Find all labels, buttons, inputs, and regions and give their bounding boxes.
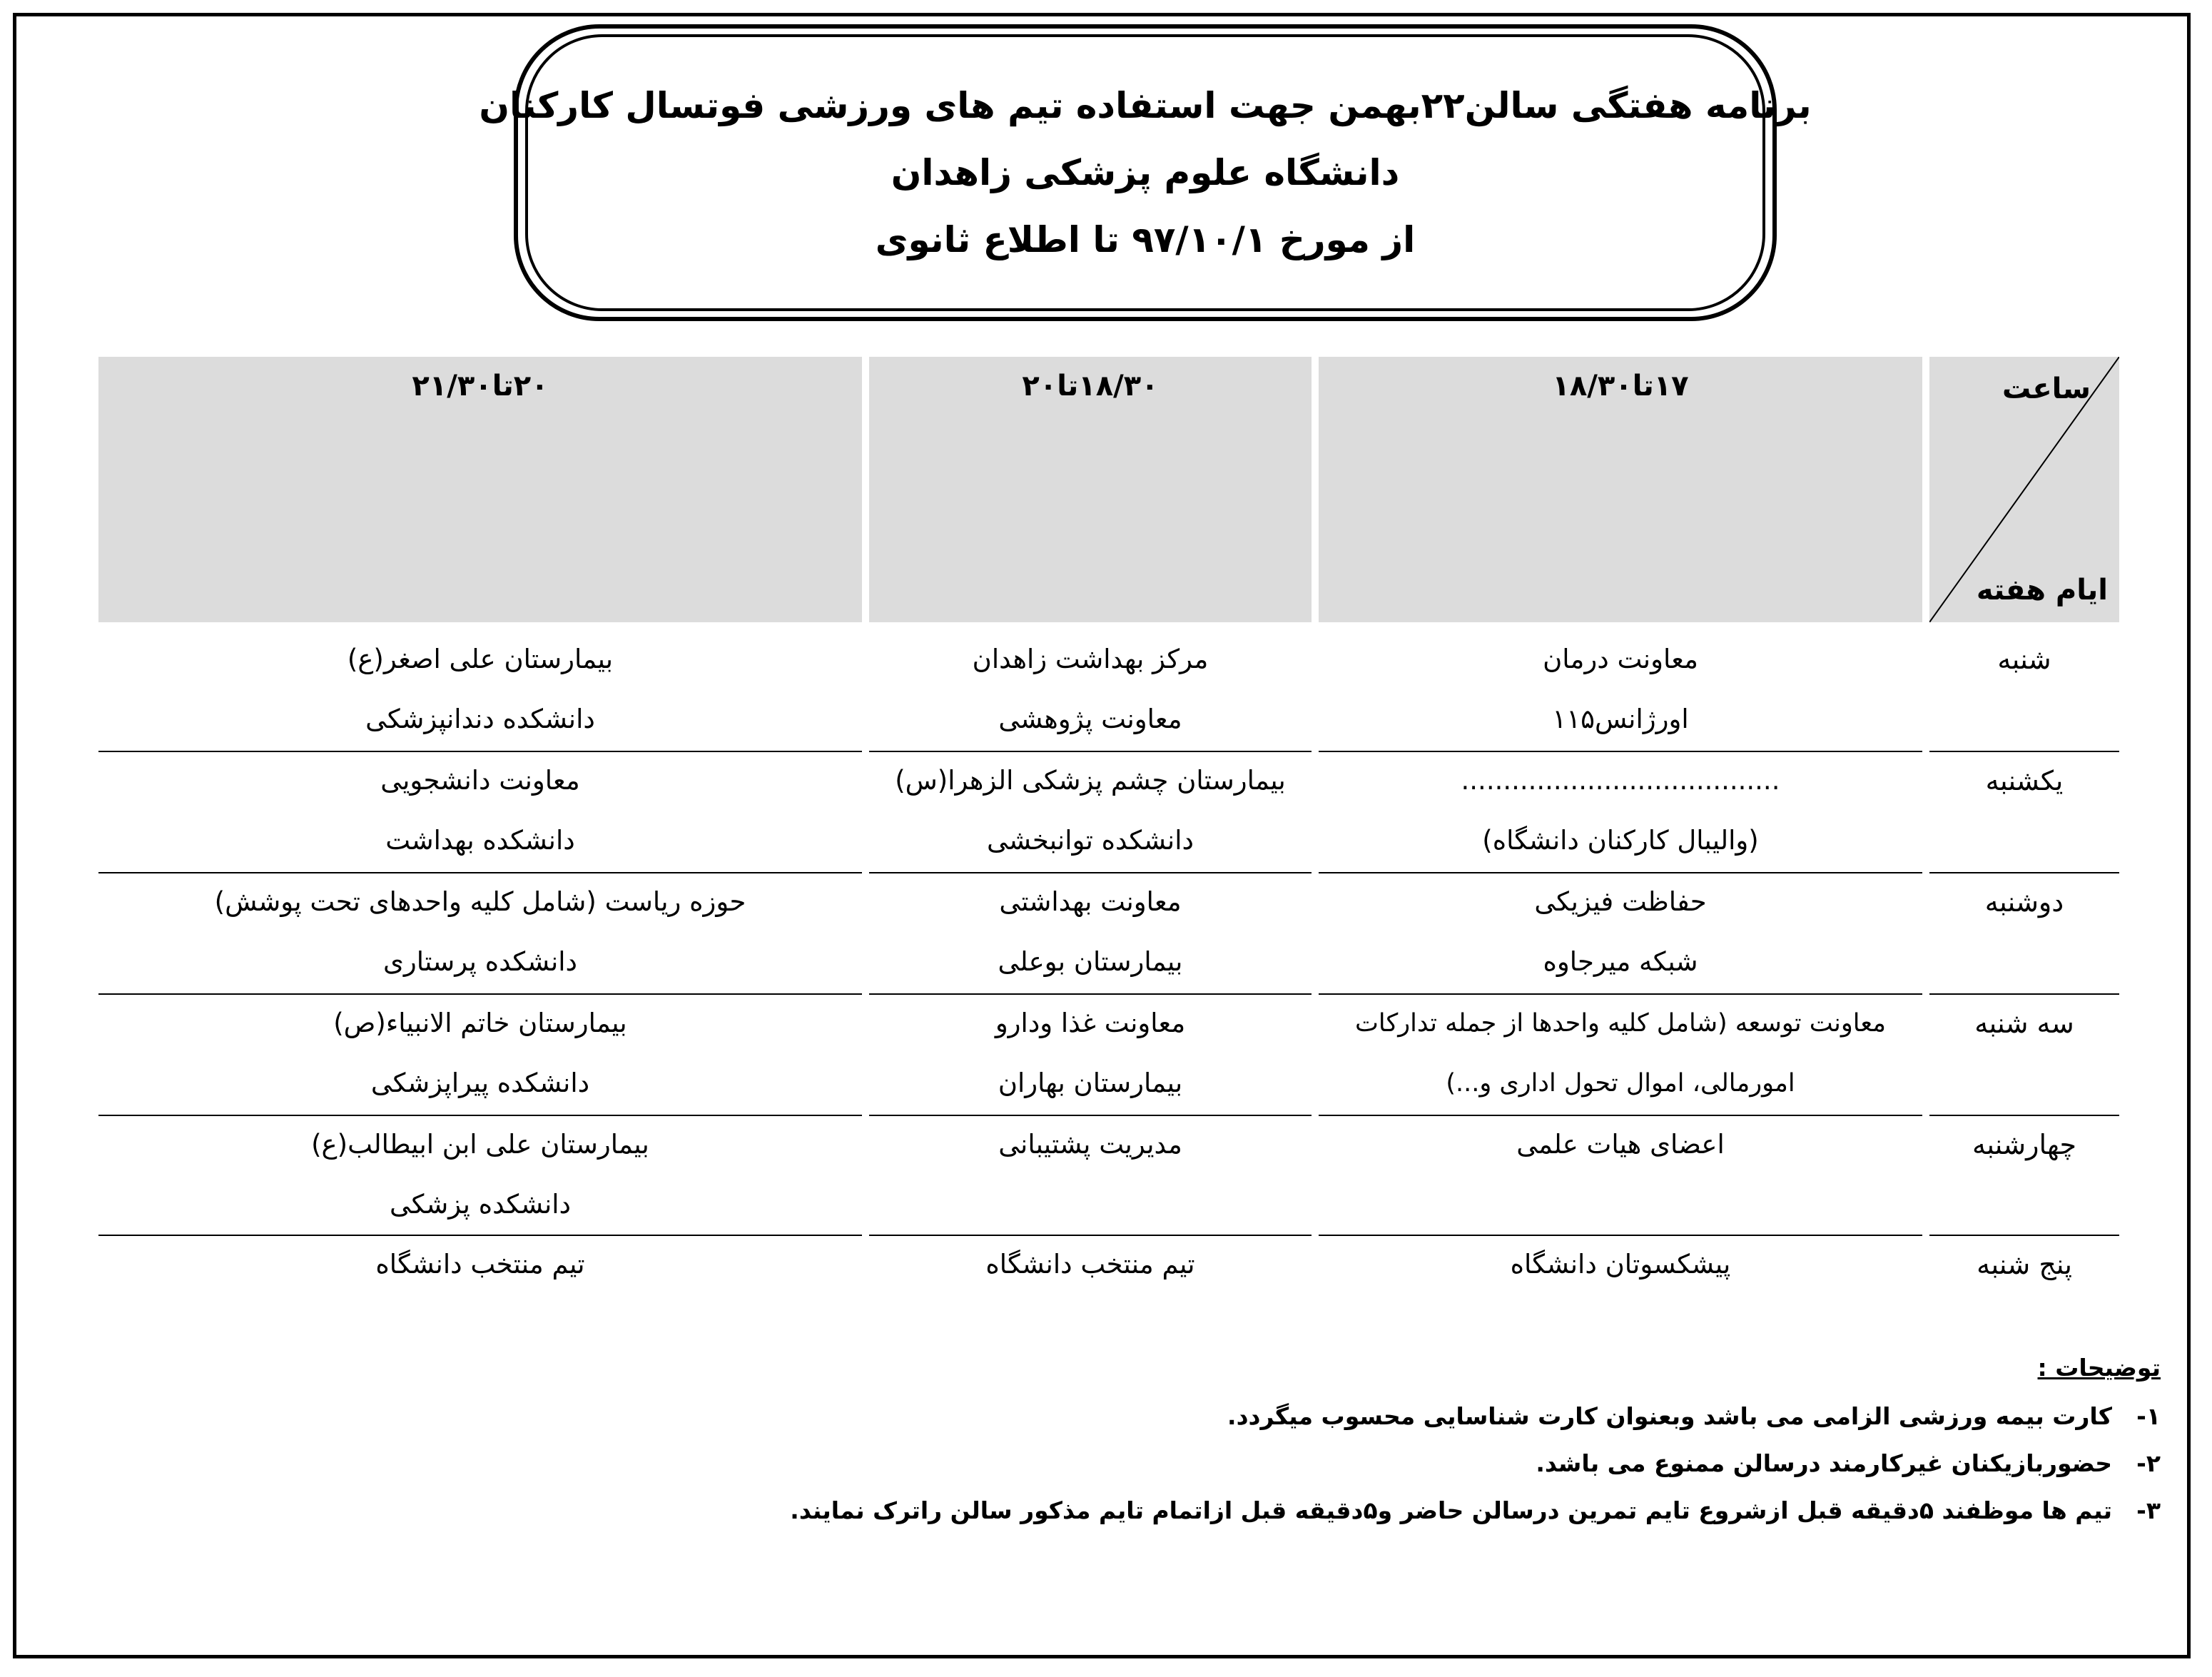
title-line-3: از مورخ ۹۷/۱۰/۱ تا اطلاع ثانوی (875, 219, 1416, 260)
table-cell (98, 1115, 862, 1235)
table-cell (98, 993, 862, 1113)
table-cell (869, 993, 1312, 1113)
cell-line: تیم منتخب دانشگاه (985, 1249, 1195, 1280)
column-header-1: ۱۷تا۱۸/۳۰ (1319, 357, 1922, 622)
cell-line: حوزه ریاست (شامل کلیه واحدهای تحت پوشش) (214, 886, 746, 917)
cell-line: بیمارستان خاتم الانبیاء(ص) (333, 1008, 627, 1038)
table-cell (1319, 629, 1922, 749)
cell-line: شبکه میرجاوه (1543, 946, 1698, 977)
table-cell (98, 872, 862, 992)
day-label: یکشنبه (1985, 765, 2064, 796)
cell-line: اعضای هیات علمی (1516, 1129, 1725, 1160)
title-line-1: برنامه هفتگی سالن۲۲بهمن جهت استفاده تیم های ورزشی فوتسال کارکنان (479, 85, 1812, 126)
note-text: تیم ها موظفند ۵دقیقه قبل ازشروع تایم تمرین درسالن حاضر و۵دقیقه قبل ازاتمام تایم مذکور سالن راترک نمایند. (790, 1496, 2112, 1524)
corner-label-days: ایام هفته (1976, 574, 2108, 607)
note-text: حضوربازیکنان غیرکارمند درسالن ممنوع می باشد. (1536, 1449, 2112, 1477)
column-header-2: ۱۸/۳۰تا۲۰ (869, 357, 1312, 622)
table-cell (1319, 1115, 1922, 1175)
corner-header-cell (1929, 357, 2119, 622)
title-line-2: دانشگاه علوم پزشکی زاهدان (891, 152, 1400, 193)
table-cell (98, 751, 862, 871)
cell-line: تیم منتخب دانشگاه (375, 1249, 585, 1280)
note-number: ۱- (2136, 1402, 2161, 1430)
cell-line: دانشکده پزشکی (389, 1189, 572, 1220)
cell-line: معاونت بهداشتی (999, 886, 1182, 917)
cell-line: معاونت غذا ودارو (995, 1008, 1186, 1038)
cell-line: مدیریت پشتیبانی (998, 1129, 1182, 1160)
note-item (790, 1487, 2161, 1534)
cell-line: بیمارستان بوعلی (998, 946, 1183, 977)
table-cell (98, 629, 862, 749)
table-cell (1319, 1235, 1922, 1295)
cell-line: دانشکده پرستاری (382, 946, 578, 977)
cell-line: معاونت درمان (1543, 644, 1698, 674)
table-cell (869, 872, 1312, 992)
cell-line: پیشکسوتان دانشگاه (1510, 1249, 1731, 1280)
cell-line: ...................................... (1461, 765, 1780, 796)
cell-line: مرکز بهداشت زاهدان (972, 644, 1209, 674)
cell-line: دانشکده پیراپزشکی (370, 1068, 590, 1098)
table-cell (1319, 751, 1922, 871)
cell-line: بیمارستان علی اصغر(ع) (347, 644, 614, 674)
note-text: کارت بیمه ورزشی الزامی می باشد وبعنوان کارت شناسایی محسوب میگردد. (1227, 1402, 2112, 1430)
note-item (790, 1440, 2161, 1487)
cell-line: حفاظت فیزیکی (1534, 886, 1707, 917)
table-cell (869, 751, 1312, 871)
cell-line: اورژانس۱۱۵ (1552, 704, 1689, 734)
table-cell (869, 1235, 1312, 1295)
day-label: سه شنبه (1974, 1008, 2074, 1039)
title-frame (479, 34, 1812, 311)
cell-line: بیمارستان بهاران (998, 1068, 1183, 1098)
corner-label-hours: ساعت (2002, 373, 2091, 405)
notes-title: توضیحات : (2037, 1354, 2161, 1382)
cell-line: معاونت پژوهشی (998, 704, 1182, 734)
day-label: چهارشنبه (1972, 1129, 2077, 1160)
day-label: پنج شنبه (1977, 1249, 2072, 1280)
cell-line: بیمارستان چشم پزشکی الزهرا(س) (895, 765, 1286, 796)
table-cell (1319, 872, 1922, 992)
day-label: شنبه (1997, 644, 2051, 675)
cell-line: معاونت دانشجویی (380, 765, 580, 796)
table-cell (1319, 993, 1922, 1113)
column-header-3: ۲۰تا۲۱/۳۰ (98, 357, 862, 622)
note-item (790, 1393, 2161, 1440)
day-label: دوشنبه (1984, 886, 2064, 918)
notes-section (790, 1343, 2161, 1534)
cell-line: امورمالی، اموال تحول اداری و...) (1446, 1069, 1795, 1098)
table-cell (98, 1235, 862, 1295)
cell-line: بیمارستان علی ابن ابیطالب(ع) (311, 1129, 649, 1160)
cell-line: معاونت توسعه (شامل کلیه واحدها از جمله تدارکات (1354, 1009, 1887, 1038)
table-cell (869, 629, 1312, 749)
cell-line: دانشکده توانبخشی (987, 825, 1194, 856)
cell-line: دانشکده بهداشت (385, 825, 575, 856)
table-cell (869, 1115, 1312, 1175)
note-number: ۳- (2136, 1496, 2161, 1524)
cell-line: دانشکده دندانپزشکی (365, 704, 595, 734)
cell-line: (والیبال کارکنان دانشگاه) (1482, 825, 1759, 856)
note-number: ۲- (2136, 1449, 2161, 1477)
